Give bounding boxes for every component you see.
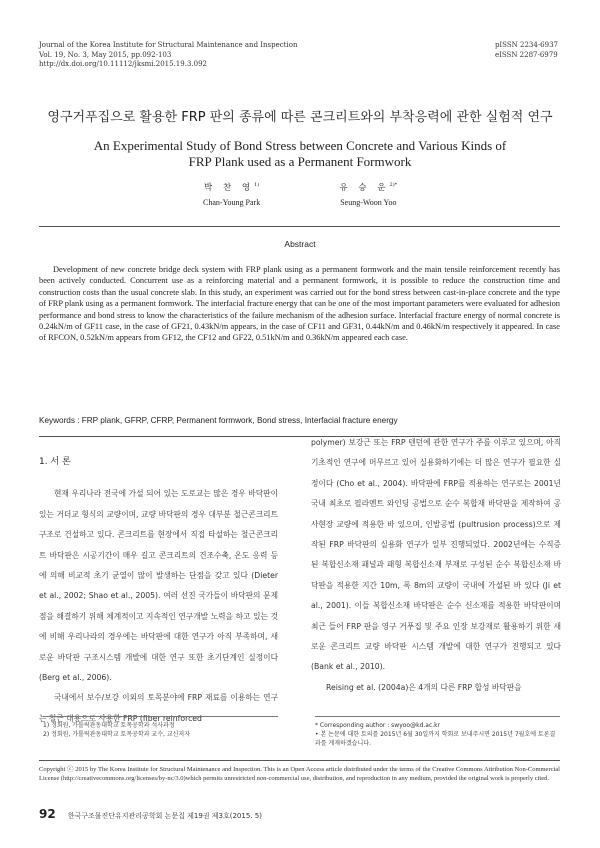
abstract-top-rule (39, 226, 560, 227)
title-english-line-1: An Experimental Study of Bond Stress between Concrete and Various Kinds of (93, 138, 507, 153)
corresponding-author: * Corresponding author : swyoo@kd.ac.kr (315, 722, 441, 729)
abstract-heading: Abstract (284, 239, 316, 249)
author-list (0, 181, 600, 207)
author-2-name-ko: 유 승 운 (339, 183, 390, 193)
discussion-note: • 본 논문에 대한 토의를 2015년 6월 30일까지 학회로 보내주시면 2015년 7월호에 토론결과를 게재하겠습니다. (315, 731, 556, 747)
footnotes-left (43, 716, 278, 739)
title-english (0, 138, 600, 170)
author-2-affil: 2)* (389, 182, 398, 189)
author-2 (313, 181, 423, 207)
paragraph: polymer) 보강근 또는 FRP 텐던에 관한 연구가 주를 이루고 있으며, 아직 기초적인 연구에 머무르고 있어 실용화하기에는 더 많은 연구가 필요한 실정이다 (Cho et al., 2004). 바닥판에 FRP를 적용하는 연구로는 2001년 국내 최초로 필라멘트 와인딩 공법으로 순수 복합재 바닥판을 제작하여 공사현장 교량에 적용한 바 있으며, 인발공법 (pultrusion process)으로 제작된 FRP 바닥판의 실용화 연구가 일부 진행되었다. 2002년에는 수직증 된 복합신소재 패널과 패형 복합신소재 부재로 구성된 순수 복합신소재 바닥판을 적용한 지간 10m, 폭 8m의 교량이 국내에 가설된 바 있다 (Ji et al., 2001). 이들 복합신소재 바닥판은 순수 신소재를 적용한 바닥판이며 최근 들어 FRP 판을 영구 거푸집 및 주요 인장 보강재로 활용하기 위한 새로운 콘크리트 교량 바닥판 시스템 개발에 대한 연구가 진행되고 있다 (Bank et al., 2010). (311, 438, 561, 672)
author-1-affil: 1) (254, 182, 260, 189)
pissn: pISSN 2234-6937 (494, 41, 558, 49)
author-2-name-en: Seung-Woon Yoo (340, 198, 397, 207)
doi-link[interactable]: http://dx.doi.org/10.11112/jksmi.2015.19.3.092 (39, 60, 207, 68)
paragraph: Reising et al. (2004a)은 4개의 다른 FRP 합성 바닥판을 (326, 682, 522, 692)
page-number: 92 (39, 807, 56, 821)
keywords: Keywords : FRP plank, GFRP, CFRP, Permanent formwork, Bond stress, Interfacial fracture energy (39, 416, 398, 425)
paragraph: 국내에서 보수/보강 이외의 토목분야에 FRP 재료를 이용하는 연구는 철근 대용으로 사용한 FRP (fiber reinforced (39, 693, 278, 723)
journal-footer-title: 한국구조물진단유지관리공학회 논문집 제19권 제3호(2015. 5) (67, 812, 262, 820)
copyright-rule (39, 760, 560, 761)
right-column (311, 433, 561, 698)
eissn: eISSN 2287-6979 (494, 50, 558, 59)
left-column (39, 452, 278, 729)
author-1-name-en: Chan-Young Park (203, 198, 261, 207)
issn-block (495, 41, 558, 60)
author-1 (177, 181, 287, 207)
title-english-line-2: FRP Plank used as a Permanent Formwork (188, 154, 412, 169)
journal-name: Journal of the Korea Institute for Structural Maintenance and Inspection (39, 41, 298, 49)
copyright-notice: Copyright ⓒ 2015 by The Korea Institute for Structural Maintenance and Inspection. This is an Open Access article distributed under the terms of the Creative Commons Attribution Non-Commercial License (http://creativecommons.org/licenses/by-nc/3.0)which permits unrestricted non-commercial use, distribution, and reproduction in any medium, provided the original work is properly cited. (39, 766, 560, 782)
footnote-2: 2) 정회원, 가톨릭관동대학교 토목공학과 교수, 교신저자 (43, 731, 191, 738)
footnote-1: 1) 정회원, 가톨릭관동대학교 토목공학과 석사과정 (43, 722, 175, 729)
paragraph: 현재 우리나라 전국에 가설 되어 있는 도로교는 많은 경우 바닥판이 있는 거더교 형식의 교량이며, 교량 바닥판의 경우 대부분 철근콘크리트 구조로 건설하고 있다. 콘크리트를 현장에서 직접 타설하는 철근콘크리트 바닥판은 시공기간이 매우 길고 콘크리트의 건조수축, 온도 응력 등에 의해 비교적 초기 균열이 많이 발생하는 단점을 갖고 있다 (Dieter et al., 2002; Shao et al., 2005). 여러 선진 국가들이 바닥판의 문제점을 해결하기 위해 체계적이고 지속적인 연구개발 노력을 하고 있는 것에 비해 우리나라의 경우에는 바닥판에 대한 연구가 아직 부족하며, 새로운 바닥판 구조시스템 개발에 대한 연구 또한 초기단계인 실정이다 (Berg et al., 2006). (39, 489, 278, 683)
section-heading-introduction: 1. 서 론 (39, 457, 71, 467)
journal-header (39, 41, 297, 70)
volume-info: Vol. 19, No. 3, May 2015, pp.092-103 (39, 50, 172, 59)
footnote-rule (315, 716, 560, 717)
footnote-rule (43, 716, 278, 717)
title-korean: 영구거푸집으로 활용한 FRP 판의 종류에 따른 콘크리트와의 부착응력에 관한 실험적 연구 (47, 110, 553, 125)
footnotes-right (315, 716, 560, 748)
author-1-name-ko: 박 찬 영 (204, 183, 255, 193)
abstract-body: Development of new concrete bridge deck system with FRP plank using as a permanent formwork and the main tensile reinforcement recently has been actively conducted. Concurrent use as a reinforcing material and a permanent formwork, it is possible to reduce the construction time and construction costs than the usual concrete slab. In this study, an experiment was carried out for the bond stress between cast-in-place concrete and the type of FRP plank using as a permanent formwork. The interfacial fracture energy that can be one of the most important parameters were evaluated for adhesion performance and bond stress to know the characteristics of the failure mechanism of the adhesion surface. Interfacial fracture energy of normal concrete is 0.24kN/m of GF11 case, in the case of GF21, 0.43kN/m appears, in the case of CF11 and GF31, 0.44kN/m and 0.46kN/m respectively it appeared. In case of RFCON, 0.52kN/m appears from GF12, the CF12 and GF22, 0.51kN/m and 0.36kN/m appeared each case. (39, 265, 560, 343)
page-footer (39, 807, 262, 821)
